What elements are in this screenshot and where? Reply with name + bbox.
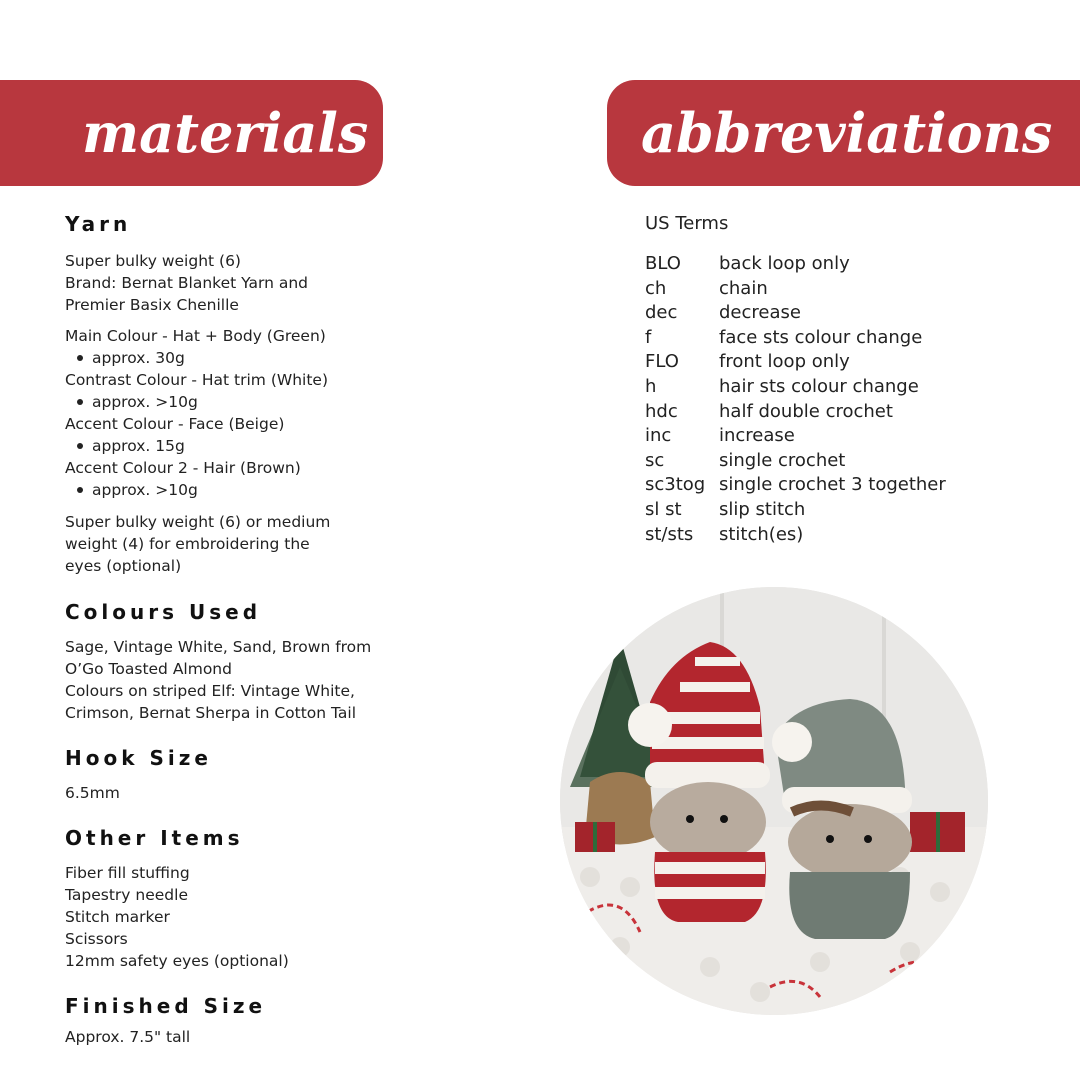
- abbreviation-key: ch: [645, 277, 667, 299]
- colours-used-line: Crimson, Bernat Sherpa in Cotton Tail: [65, 704, 357, 722]
- colours-used-text: [65, 636, 395, 724]
- yarn-weight: [65, 250, 395, 316]
- bullet-icon: [77, 355, 83, 361]
- abbreviation-key: st/sts: [645, 523, 694, 545]
- abbreviation-row: [645, 523, 1065, 548]
- colour-label: Accent Colour - Face (Beige): [65, 415, 285, 433]
- embroidery-line: eyes (optional): [65, 557, 182, 575]
- abbreviation-key: sc3tog: [645, 474, 706, 496]
- yarn-colours: [65, 325, 395, 501]
- colours-used-line: Colours on striped Elf: Vintage White,: [65, 682, 355, 700]
- colour-amount-text: approx. 30g: [92, 349, 185, 367]
- yarn-weight-line: Super bulky weight (6): [65, 252, 241, 270]
- materials-section: [65, 210, 395, 1048]
- embroidery-line: Super bulky weight (6) or medium: [65, 513, 331, 531]
- abbreviation-row: [645, 350, 1065, 375]
- abbreviation-row: [645, 375, 1065, 400]
- abbreviation-key: inc: [645, 425, 672, 447]
- bullet-icon: [77, 399, 83, 405]
- colour-amount-text: approx. 15g: [92, 437, 185, 455]
- abbreviation-row: [645, 449, 1065, 474]
- yarn-heading: Yarn: [65, 212, 132, 236]
- abbreviation-key: hdc: [645, 400, 678, 422]
- abbreviations-title: abbreviations: [641, 101, 1053, 165]
- abbreviation-meaning: decrease: [719, 302, 801, 324]
- colour-label: Contrast Colour - Hat trim (White): [65, 371, 329, 389]
- abbreviation-list: [645, 252, 1065, 547]
- abbreviation-row: [645, 277, 1065, 302]
- list-item: Scissors: [65, 930, 128, 948]
- abbreviation-row: [645, 301, 1065, 326]
- list-item: Fiber fill stuffing: [65, 864, 190, 882]
- abbreviation-meaning: half double crochet: [719, 400, 893, 422]
- colour-label: Accent Colour 2 - Hair (Brown): [65, 459, 301, 477]
- list-item: Stitch marker: [65, 908, 170, 926]
- materials-title: materials: [82, 101, 369, 165]
- colour-label: Main Colour - Hat + Body (Green): [65, 327, 326, 345]
- other-items-list: [65, 862, 395, 972]
- abbreviation-meaning: back loop only: [719, 253, 850, 274]
- embroidery-note: [65, 511, 395, 577]
- abbreviation-meaning: single crochet: [719, 449, 846, 471]
- abbreviation-key: sc: [645, 449, 665, 471]
- bullet-icon: [77, 487, 83, 493]
- list-item: Tapestry needle: [65, 886, 188, 904]
- elves-photo: [560, 587, 988, 1015]
- abbreviation-key: FLO: [645, 351, 679, 373]
- abbreviation-key: sl st: [645, 498, 682, 520]
- finished-size-heading: Finished Size: [65, 994, 267, 1018]
- colour-amount-text: approx. >10g: [92, 481, 198, 499]
- abbreviation-row: [645, 326, 1065, 351]
- abbreviation-meaning: stitch(es): [719, 523, 804, 545]
- abbreviations-banner: [607, 80, 1080, 186]
- abbreviation-key: BLO: [645, 253, 681, 274]
- abbreviation-row: [645, 400, 1065, 425]
- us-terms-label: US Terms: [645, 213, 729, 234]
- finished-size-value: Approx. 7.5" tall: [65, 1028, 191, 1046]
- abbreviation-key: f: [645, 326, 652, 348]
- abbreviation-meaning: chain: [719, 277, 768, 299]
- colours-used-line: O’Go Toasted Almond: [65, 660, 232, 678]
- abbreviation-row: [645, 252, 1065, 277]
- yarn-weight-line: Premier Basix Chenille: [65, 296, 239, 314]
- abbreviations-section: [645, 210, 1065, 547]
- abbreviation-key: dec: [645, 302, 678, 324]
- abbreviation-meaning: front loop only: [719, 351, 850, 373]
- abbreviation-row: [645, 498, 1065, 523]
- abbreviation-key: h: [645, 375, 657, 397]
- colour-amount: [77, 347, 395, 369]
- bullet-icon: [77, 443, 83, 449]
- materials-banner: [0, 80, 383, 186]
- colours-used-heading: Colours Used: [65, 600, 262, 624]
- list-item: 12mm safety eyes (optional): [65, 952, 289, 970]
- abbreviation-meaning: face sts colour change: [719, 326, 923, 348]
- yarn-weight-line: Brand: Bernat Blanket Yarn and: [65, 274, 308, 292]
- other-items-heading: Other Items: [65, 826, 244, 850]
- colours-used-line: Sage, Vintage White, Sand, Brown from: [65, 638, 372, 656]
- colour-amount: [77, 391, 395, 413]
- abbreviation-meaning: slip stitch: [719, 498, 806, 520]
- embroidery-line: weight (4) for embroidering the: [65, 535, 310, 553]
- abbreviation-meaning: single crochet 3 together: [719, 474, 946, 496]
- hook-size-value: 6.5mm: [65, 784, 120, 802]
- abbreviation-row: [645, 473, 1065, 498]
- abbreviation-row: [645, 424, 1065, 449]
- colour-amount: [77, 479, 395, 501]
- hook-size-heading: Hook Size: [65, 746, 212, 770]
- colour-amount-text: approx. >10g: [92, 393, 198, 411]
- abbreviation-meaning: hair sts colour change: [719, 375, 919, 397]
- abbreviation-meaning: increase: [719, 425, 795, 447]
- elves-illustration: [560, 587, 988, 1015]
- colour-amount: [77, 435, 395, 457]
